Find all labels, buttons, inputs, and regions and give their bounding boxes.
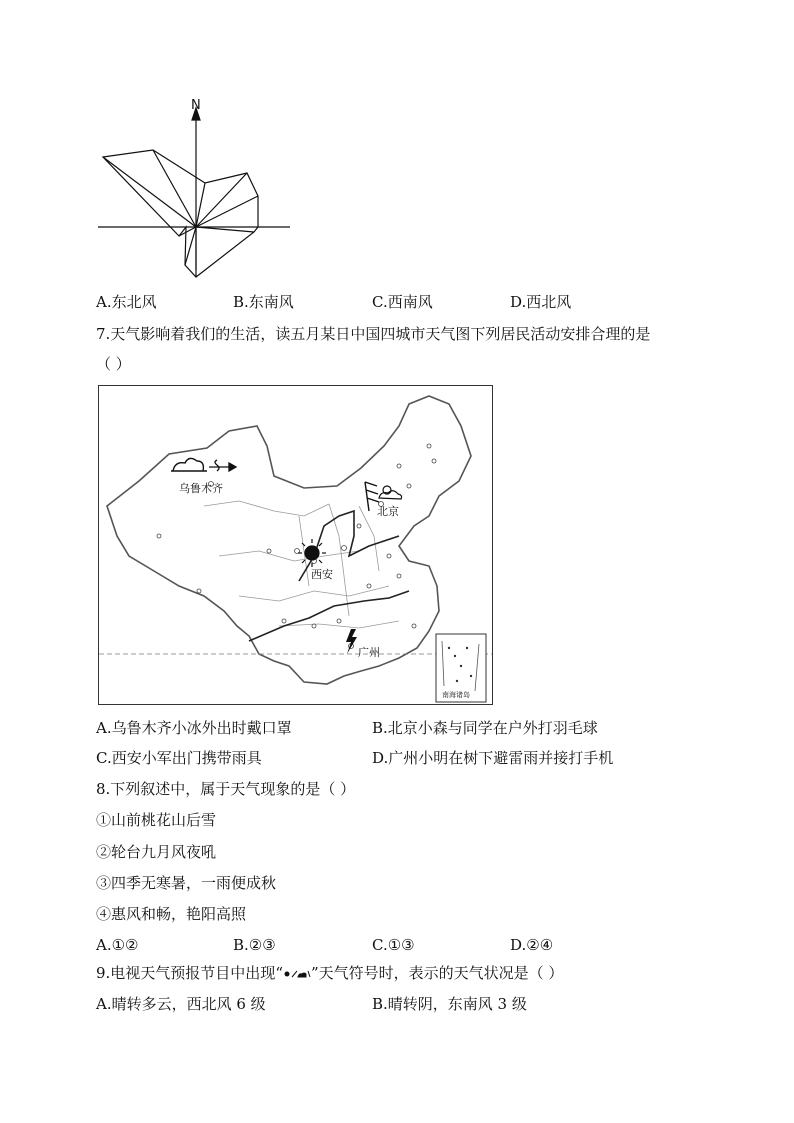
rose-outline [103,150,258,277]
q8-option-c: C.①③ [372,936,415,954]
q8-stem: 8.下列叙述中，属于天气现象的是（ ） [96,780,356,798]
china-weather-map [98,385,493,705]
city-label-beijing: 北京 [377,505,399,518]
q6-option-d: D.西北风 [510,293,572,311]
q8-option-b: B.②③ [233,936,276,954]
partly-cloudy-beijing-icon [379,486,402,499]
q7-option-c: C.西安小军出门携带雨具 [96,749,262,767]
q6-option-b: B.东南风 [233,293,294,311]
q8-option-a: A.①② [96,936,139,954]
inset-label: 南海诸岛 [442,691,470,699]
q7-option-a: A.乌鲁木齐小冰外出时戴口罩 [96,719,292,737]
weather-symbol-icon [283,968,311,980]
q7-option-d: D.广州小明在树下避雷雨并接打手机 [372,749,614,767]
city-label-urumqi: 乌鲁木齐 [179,482,223,495]
china-border [107,396,471,684]
q7-option-b: B.北京小森与同学在户外打羽毛球 [372,719,598,737]
q6-option-a: A.东北风 [96,293,157,311]
q7-paren: （ ） [96,355,131,373]
q9-stem [96,963,563,983]
q8-item-2: ②轮台九月风夜吼 [96,843,217,861]
cloudy-icon [171,458,207,471]
city-label-guangzhou: 广州 [358,646,380,659]
q9-option-a: A.晴转多云，西北风 6 级 [96,995,266,1013]
q9-stem-after: ”天气符号时，表示的天气状况是（ ） [310,964,564,982]
q8-item-3: ③四季无寒暑，一雨便成秋 [96,874,277,892]
rose-north-label: N [191,98,201,113]
q8-option-d: D.②④ [510,936,554,954]
q6-option-c: C.西南风 [372,293,433,311]
q7-stem: 7.天气影响着我们的生活，读五月某日中国四城市天气图下列居民活动安排合理的是 [96,325,651,343]
q9-option-b: B.晴转阴，东南风 3 级 [372,995,527,1013]
q9-stem-before: 9.电视天气预报节目中出现“ [96,964,283,982]
city-label-xian: 西安 [311,568,333,581]
wind-arrow-urumqi-icon [209,460,236,471]
q8-item-4: ④惠风和畅，艳阳高照 [96,905,247,923]
yangtze-river [249,591,409,641]
q8-item-1: ①山前桃花山后雪 [96,811,217,829]
thunderstorm-icon [346,629,357,654]
